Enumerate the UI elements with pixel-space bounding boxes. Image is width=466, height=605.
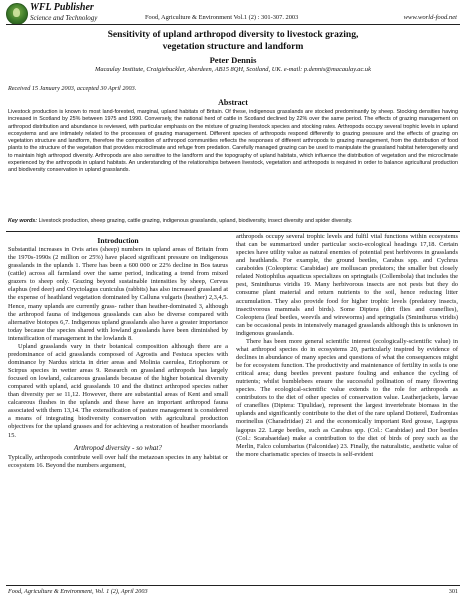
article-title <box>20 29 446 53</box>
title-line-2: vegetation structure and landform <box>162 41 304 52</box>
arthropod-diversity-heading: Arthropod diversity - so what? <box>74 443 162 452</box>
right-paragraph-1: arthropods occupy several trophic levels and fulfil vital functions within ecosystems that can be summarized under particular socio-ecological headings 17,18. Certain species have utility value as natural enemies of potential pest herbivores in grasslands and heathlands. For example, the ground beetles, Carabus spp. and Cychrus caraboides (Coleoptera: Carabidae) are molluscan predators; the smaller but closely related Notiophilus aquaticus specializes on springtails (Collembola) that includes the pest, Sminthurus viridis 19. Many herbivorous insects are not pests but they do consume plant material and return nutrients to the soil, hence reducing litter accumulation. They also provide food for higher trophic levels (predatory insects, insectivorous mammals and birds). Some Diptera (dirt flies and craneflies), Coleoptera (leaf beetles, weevils and wireworms) and springtails (Sminthurus viridis) can be occasional pests in intensively managed grasslands although this is unknown in indigenous grasslands. <box>236 233 458 337</box>
publisher-subtitle: Science and Technology <box>30 14 98 22</box>
keywords-text: Livestock production, sheep grazing, cattle grazing, indigenous grasslands, upland, biodiversity, insect diversity and spider diversity. <box>38 218 353 224</box>
left-column <box>8 237 228 470</box>
left-paragraph-3: Typically, arthropods contribute well over half the metazoan species in any habitat or ecosystem 16. Beyond the numbers argument, <box>8 453 228 469</box>
abstract-text: Livestock production is known to most land-forested, marginal, upland habitats of Britain. Of these, indigenous grasslands are stocked predominantly by sheep. Stocking densities having increased in Scotland by 25% between 1975 and 1990. Conversely, the national herd of cattle in Scotland declined by 22% over the same period. The effects of grazing management on arthropod distribution and abundance is reviewed, with particular emphasis on the mixture of grazing livestock species and stocking rates. Arthropods occupy several trophic levels in upland ecosystems and are intimately related to the processes of grazing management. Different species of arthropods respond differently to grazing pressure and the effects of grazing on vegetation structure and landform, therefore the composition of arthropod communities reflects the responses of different arthropods to grazing management, from the distribution of food plants to the structure of the vegetation that provides microclimate and refuge from predation. Carefully managed grazing can be used to manipulate the grassland habitat heterogeneity and to maintain high arthropod diversity. Arthropods are also sensitive to the landform and the topography of upland habitats, which influence the distribution of vegetation and the microclimate experienced by the arthropods in upland habitats. An understanding of the relationships between livestock, vegetation and arthropods is required in order to balance agricultural production and biodiversity conservation in upland grasslands. <box>8 109 458 174</box>
publisher-name: WFL Publisher <box>30 2 94 13</box>
keywords-label: Key words: <box>8 218 38 224</box>
footer-rule <box>6 585 460 586</box>
right-column <box>236 233 458 459</box>
received-dates: Received 15 January 2003, accepted 30 April 2003. <box>8 85 137 92</box>
abstract-heading: Abstract <box>218 98 248 107</box>
left-paragraph-1: Substantial increases in Ovis aries (sheep) numbers in upland areas of Britain from the 1970s-1990s (2 million or 25%) have placed significant pressure on indigenous grasslands in the uplands 1. There has been a 600 000 or 22% decline in Bos taurus (cattle) across all farmland over the same period, indicating a trend from mixed grazers to sheep only. Grazing beyond sustainable intensities by sheep, Cervus elaphus (red deer) and Oryctolagus cuniculus (rabbits) has also increased grassland at the expense of heathland vegetation dominated by Calluna vulgaris (heather) 2,3,4,5. Hence, many uplands are currently grass- rather than heather-dominated 3, although the arthropod fauna of indigenous grasslands can also be diverse compared with alternative biotopes 6,7. Indigenous upland grasslands also have a greater importance today because the species shared with lowland grasslands have been diminished by intensification of management in the lowlands 8. <box>8 246 228 342</box>
abstract-rule <box>6 231 460 232</box>
footer-citation: Food, Agriculture & Environment, Vol. 1 (2), April 2003 <box>8 588 148 595</box>
author-affiliation: Macaulay Institute, Craigiebuckler, Aberdeen, AB15 8QH, Scotland, UK. e-mail: p.dennis@macaulay.ac.uk <box>95 66 371 73</box>
journal-citation: Food, Agriculture & Environment Vol.1 (2) : 301-307. 2003 <box>145 14 299 21</box>
keywords <box>8 218 458 225</box>
header-rule <box>6 24 460 25</box>
author-name: Peter Dennis <box>209 55 257 65</box>
introduction-heading: Introduction <box>97 236 139 245</box>
journal-website[interactable]: www.world-food.net <box>403 14 457 21</box>
page-number: 301 <box>448 588 458 595</box>
left-paragraph-2: Upland grasslands vary in their botanical composition although there are a predominance of acid grasslands composed of Agrostis and Festuca species with dominance by Nardus stricta in drier areas and Molinia caerulea, Eriophorum or Scirpus species in wetter areas 9. Research on grassland arthropods has largely focused on lowland, calcareous grasslands because of the higher botanical diversity compared with upland, acid grasslands 10 and the distinct arthropod species rather than diversity per se 11,12. However, there are substantial areas of Kent and small calcareous flushes in the uplands and these have an important arthropod fauna associated with them 13,14. The extensification of pasture management is considered a means of integrating biodiversity conservation with agricultural production objectives for the upland grasses and for achieving a restoration of heather moorlands 15. <box>8 342 228 439</box>
title-line-1: Sensitivity of upland arthropod diversity to livestock grazing, <box>107 29 359 40</box>
right-paragraph-2: There has been more general scientific interest (ecologically-scientific value) in what arthropod species do in ecosystems 20, particularly inspired by evidence of declines in abundance of many species and questions of what the consequences might be for ecosystem function. The productivity and maintenance of fertility in soils is one critical area; dung beetles prevent pasture fouling and enhance the cycling of nutrients; whilst bumblebees ensure the successful pollination of many flowering species. The ecological-scientific value extends to the role for arthropods as contributors to the diet of other species of conservation value. Leatherjackets, larvae of craneflies (Diptera: Tipulidae), represent the largest invertebrate biomass in the uplands and significantly contribute to the diet of the rare upland Dotterel, Eudromias morinellus (Charadriidae) 21 and the economically important Red grouse, Lagopus lagopus 22. Large beetles, such as Carabus spp. (Col.: Carabidae) and Dor beetles (Col.: Scarabaeidae) make a contribution to the diet of birds of prey such as the Merlin, Falco columbarius (Falconidae) 23. Finally, the naturalistic, aesthetic value of the more charismatic species of insects is self-evident <box>236 337 458 458</box>
publisher-logo-icon <box>6 3 28 25</box>
